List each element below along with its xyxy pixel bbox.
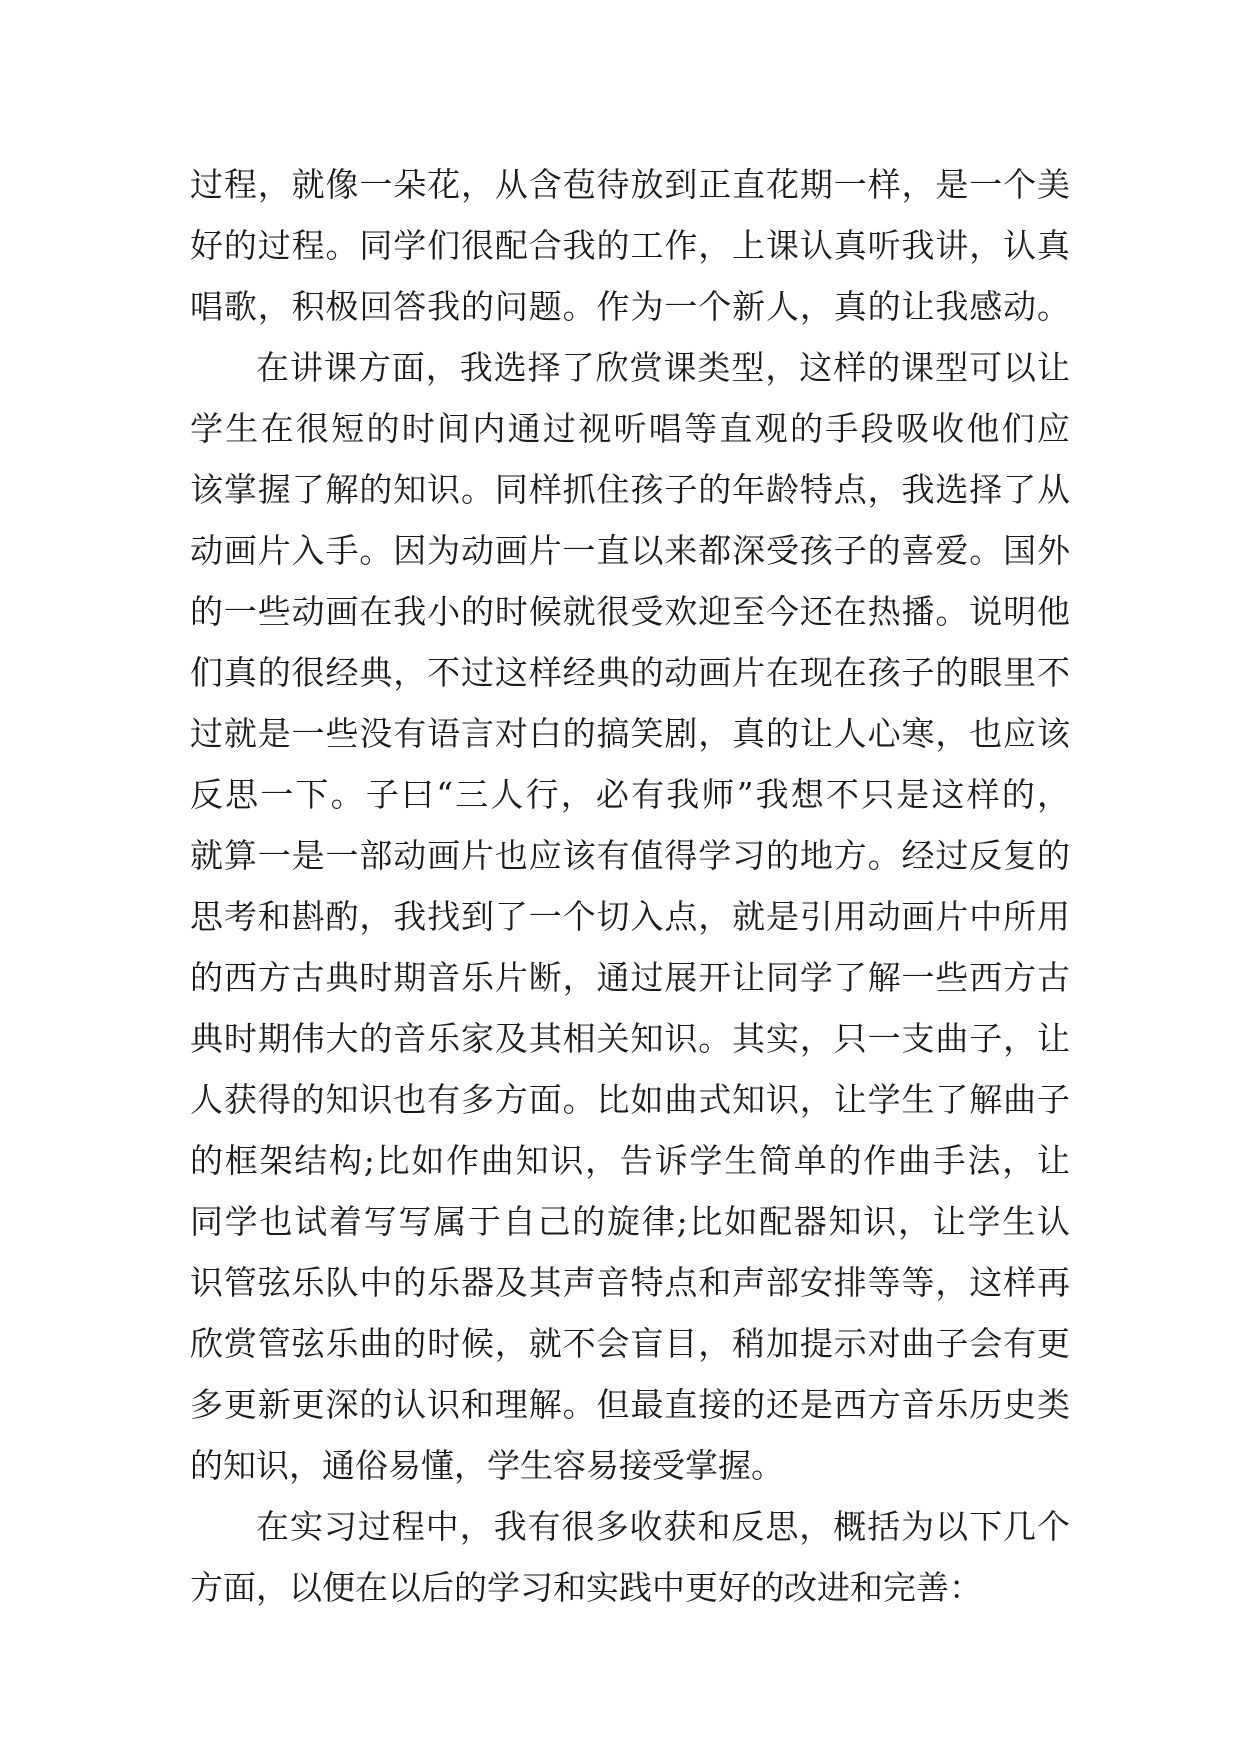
text-line: 动画片入手。因为动画片一直以来都深受孩子的喜爱。国外 bbox=[190, 531, 1070, 570]
text-line: 就算一是一部动画片也应该有值得学习的地方。经过反复的 bbox=[190, 836, 1070, 875]
text-line: 好的过程。同学们很配合我的工作，上课认真听我讲，认真 bbox=[190, 226, 1070, 265]
text-line: 欣赏管弦乐曲的时候，就不会盲目，稍加提示对曲子会有更 bbox=[190, 1324, 1070, 1363]
text-line: 的知识，通俗易懂，学生容易接受掌握。 bbox=[190, 1446, 784, 1485]
text-line: 唱歌，积极回答我的问题。作为一个新人，真的让我感动。 bbox=[190, 287, 1070, 326]
document-body bbox=[190, 154, 1070, 1618]
text-line: 过就是一些没有语言对白的搞笑剧，真的让人心寒，也应该 bbox=[190, 714, 1070, 753]
text-line: 的一些动画在我小的时候就很受欢迎至今还在热播。说明他 bbox=[190, 592, 1070, 631]
text-line: 在讲课方面，我选择了欣赏课类型，这样的课型可以让 bbox=[256, 348, 1070, 387]
text-line: 的框架结构;比如作曲知识，告诉学生简单的作曲手法，让 bbox=[190, 1141, 1070, 1180]
text-line: 方面，以便在以后的学习和实践中更好的改进和完善： bbox=[190, 1568, 982, 1607]
text-line: 典时期伟大的音乐家及其相关知识。其实，只一支曲子，让 bbox=[190, 1019, 1070, 1058]
text-line: 学生在很短的时间内通过视听唱等直观的手段吸收他们应 bbox=[190, 409, 1070, 448]
text-line: 的西方古典时期音乐片断，通过展开让同学了解一些西方古 bbox=[190, 958, 1070, 997]
text-line: 在实习过程中，我有很多收获和反思，概括为以下几个 bbox=[256, 1507, 1070, 1546]
text-line: 同学也试着写写属于自己的旋律;比如配器知识，让学生认 bbox=[190, 1202, 1070, 1241]
text-line: 们真的很经典，不过这样经典的动画片在现在孩子的眼里不 bbox=[190, 653, 1070, 692]
text-line: 人获得的知识也有多方面。比如曲式知识，让学生了解曲子 bbox=[190, 1080, 1070, 1119]
text-line: 多更新更深的认识和理解。但最直接的还是西方音乐历史类 bbox=[190, 1385, 1070, 1424]
text-line: 该掌握了解的知识。同样抓住孩子的年龄特点，我选择了从 bbox=[190, 470, 1070, 509]
text-line: 反思一下。子曰“三人行，必有我师”我想不只是这样的， bbox=[190, 775, 1070, 814]
text-line: 思考和斟酌，我找到了一个切入点，就是引用动画片中所用 bbox=[190, 897, 1070, 936]
text-line: 识管弦乐队中的乐器及其声音特点和声部安排等等，这样再 bbox=[190, 1263, 1070, 1302]
text-line: 过程，就像一朵花，从含苞待放到正直花期一样，是一个美 bbox=[190, 165, 1070, 204]
